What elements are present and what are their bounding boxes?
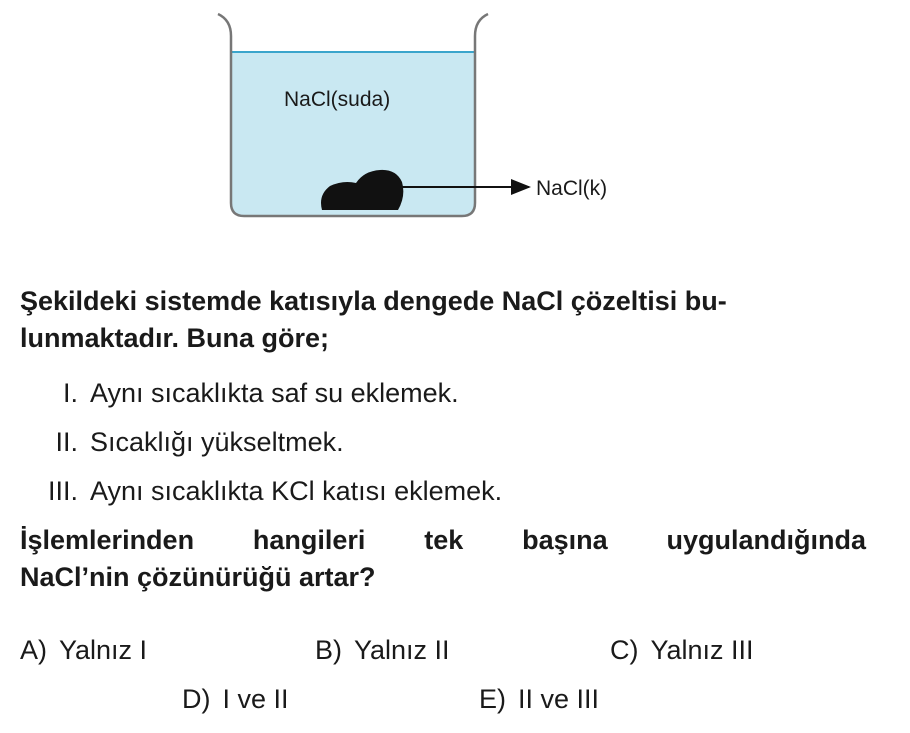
option-text: Yalnız II: [354, 635, 450, 665]
option-d[interactable]: [182, 683, 289, 715]
statement-ii: [20, 426, 344, 458]
statement-number: II.: [55, 427, 78, 457]
statement-number: I.: [62, 378, 78, 408]
option-b[interactable]: [315, 634, 450, 666]
option-letter: E): [479, 684, 506, 714]
statement-i: [20, 377, 459, 409]
option-c[interactable]: [610, 634, 754, 666]
question-stem-line-1: Şekildeki sistemde katısıyla dengede NaCl çözeltisi bu-: [20, 286, 727, 316]
question-stem: [20, 283, 870, 357]
option-text: II ve III: [518, 684, 600, 714]
option-text: I ve II: [222, 684, 289, 714]
statement-number: III.: [47, 476, 78, 506]
option-letter: D): [182, 684, 211, 714]
solution-label: NaCl(suda): [284, 88, 391, 111]
solid-label: NaCl(k): [536, 177, 608, 200]
option-letter: C): [610, 635, 639, 665]
beaker-figure: [0, 0, 910, 260]
question-prompt-line-1: İşlemlerinden hangileri tek başına uygulandığında: [20, 525, 866, 555]
question-prompt-line-2: NaCl’nin çözünürüğü artar?: [20, 562, 376, 592]
question-prompt: [20, 522, 866, 596]
option-text: Yalnız III: [650, 635, 754, 665]
option-letter: A): [20, 635, 47, 665]
statement-text: Aynı sıcaklıkta KCl katısı eklemek.: [90, 476, 503, 506]
option-e[interactable]: [479, 683, 599, 715]
option-text: Yalnız I: [59, 635, 148, 665]
option-letter: B): [315, 635, 342, 665]
option-a[interactable]: [20, 634, 147, 666]
question-stem-line-2: lunmaktadır. Buna göre;: [20, 323, 330, 353]
statement-text: Sıcaklığı yükseltmek.: [90, 427, 344, 457]
statement-text: Aynı sıcaklıkta saf su eklemek.: [90, 378, 459, 408]
statement-iii: [20, 475, 502, 507]
